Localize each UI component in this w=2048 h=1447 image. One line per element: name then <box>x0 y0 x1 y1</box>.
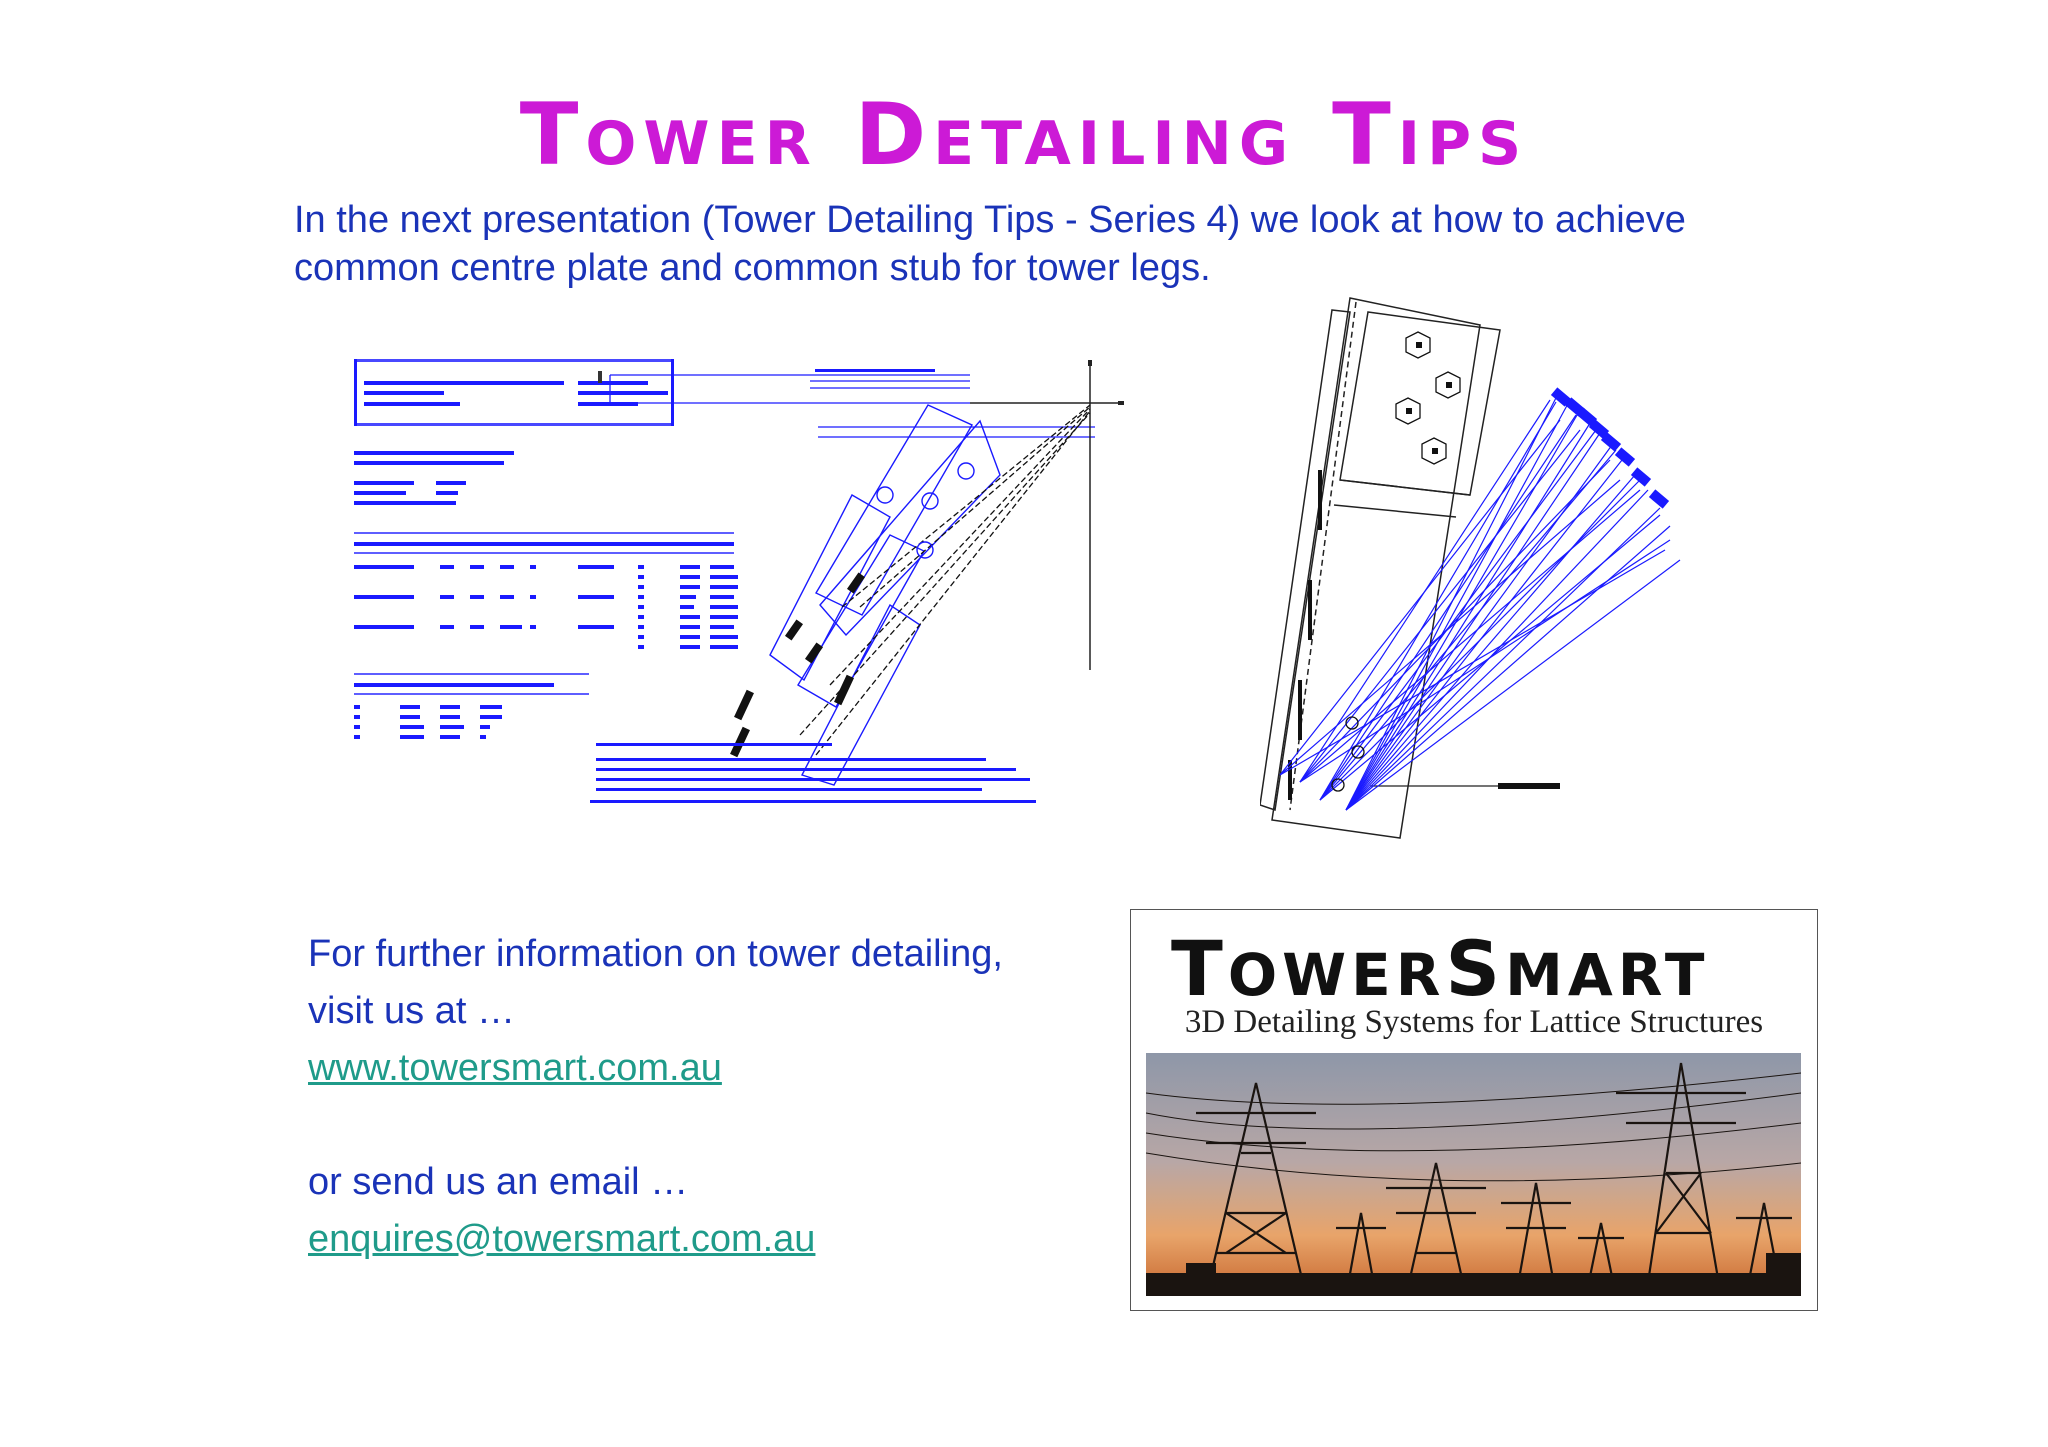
logo-tagline: 3D Detailing Systems for Lattice Structures <box>1184 1004 1764 1040</box>
logo-letters-ower: OWER <box>1227 941 1446 1009</box>
logo-letters-mart: MART <box>1505 941 1710 1009</box>
logo-letter-s: S <box>1445 924 1506 1013</box>
info-line-2: visit us at … <box>308 990 515 1032</box>
towersmart-logo <box>1130 909 1818 1311</box>
leg-stub-drawing <box>1260 290 1720 850</box>
info-line-3: or send us an email … <box>308 1161 689 1203</box>
contact-info <box>308 926 1003 1268</box>
email-link[interactable]: enquires@towersmart.com.au <box>308 1218 816 1260</box>
spacer <box>308 1097 1003 1154</box>
logo-wordmark <box>1171 924 1709 1013</box>
page-title: Tower Detailing Tips <box>519 85 1529 185</box>
intro-paragraph: In the next presentation (Tower Detailing Tips - Series 4) we look at how to achieve common centre plate and common stub for tower legs. <box>294 199 1686 289</box>
logo-letter-t: T <box>1171 924 1228 1013</box>
transmission-towers-sunset-photo <box>1146 1053 1801 1296</box>
info-line-1: For further information on tower detailing, <box>308 933 1003 975</box>
plate-geometry-drawing <box>590 355 1150 825</box>
website-link[interactable]: www.towersmart.com.au <box>308 1047 722 1089</box>
